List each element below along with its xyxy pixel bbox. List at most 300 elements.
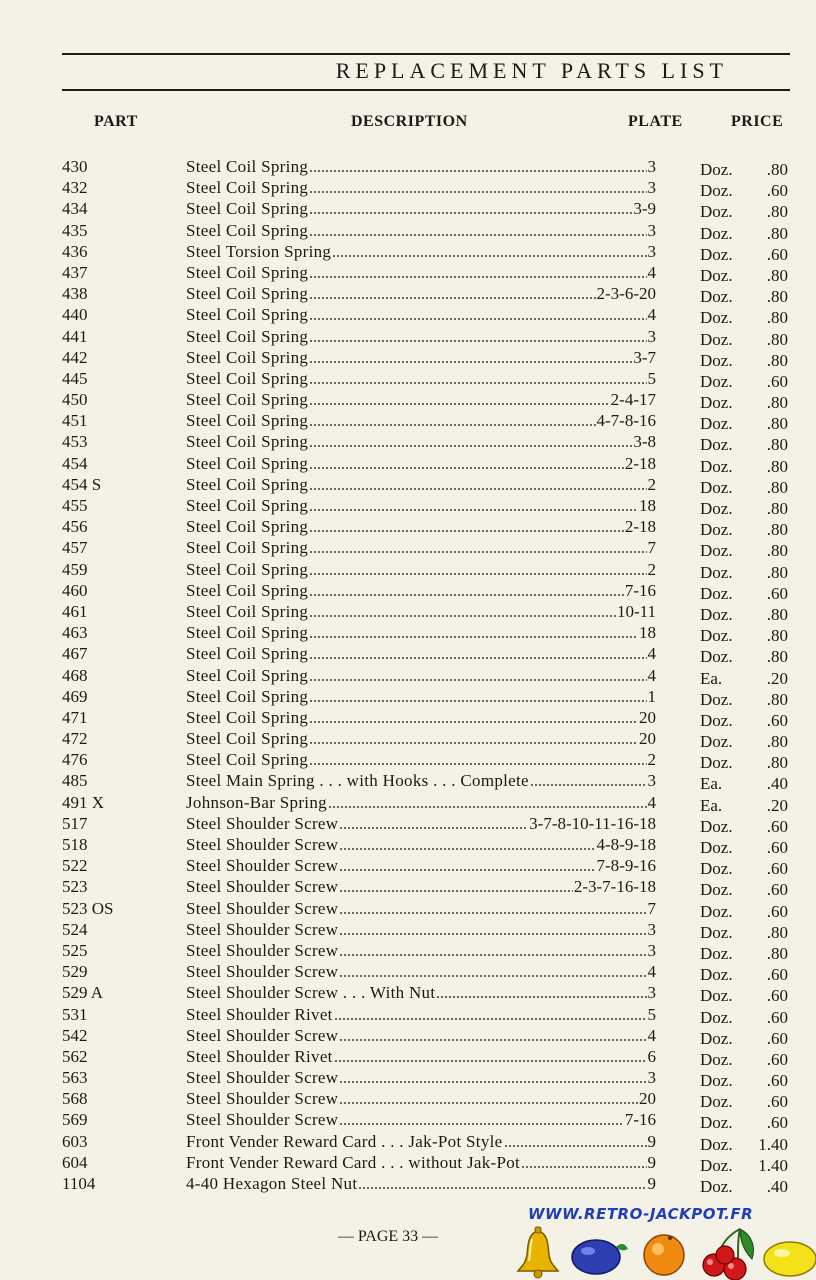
table-row xyxy=(0,749,816,773)
part-number: 562 xyxy=(62,1046,88,1066)
dot-leader xyxy=(339,869,595,871)
dot-leader xyxy=(309,488,646,490)
price-value: .60 xyxy=(766,901,788,921)
table-row xyxy=(0,876,816,900)
table-row xyxy=(0,898,816,919)
price-value: .80 xyxy=(766,202,788,222)
price-unit: Doz. xyxy=(700,1155,733,1175)
table-row xyxy=(0,940,816,961)
part-description xyxy=(186,728,656,749)
parts-table xyxy=(0,156,816,1194)
part-description xyxy=(186,1152,656,1173)
description-text: Steel Coil Spring xyxy=(186,496,309,515)
description-text: Steel Coil Spring xyxy=(186,390,309,410)
plate-number: 4 xyxy=(647,305,656,325)
price-value: .80 xyxy=(766,732,788,752)
description-text: Steel Coil Spring xyxy=(186,474,309,494)
dot-leader xyxy=(339,954,646,956)
fruit-symbols xyxy=(516,1225,816,1280)
price-value: .60 xyxy=(766,1092,788,1112)
dot-leader xyxy=(309,170,646,172)
part-number: 453 xyxy=(62,432,88,452)
part-number: 454 S xyxy=(62,474,102,494)
part-description xyxy=(186,919,656,940)
part-description xyxy=(186,537,656,558)
part-number: 563 xyxy=(62,1068,88,1088)
description-text: Steel Coil Spring xyxy=(186,538,309,558)
part-number: 485 xyxy=(62,771,88,791)
table-row xyxy=(0,368,816,389)
table-row xyxy=(0,834,816,855)
price-unit: Doz. xyxy=(700,393,733,413)
plate-number: 2-3-7-16-18 xyxy=(573,877,656,897)
part-description xyxy=(186,453,656,474)
price-unit: Doz. xyxy=(700,308,733,328)
table-row xyxy=(0,516,816,540)
price-unit: Doz. xyxy=(700,520,733,540)
plate-number: 2 xyxy=(647,750,656,770)
price-value: .80 xyxy=(766,223,788,243)
description-text: Steel Shoulder Screw xyxy=(186,1025,339,1045)
description-text: Steel Coil Spring xyxy=(186,199,309,219)
table-row xyxy=(0,304,816,328)
dot-leader xyxy=(309,340,646,342)
part-description xyxy=(186,834,656,855)
table-row xyxy=(0,1004,816,1025)
price-value: .80 xyxy=(766,265,788,285)
price-unit: Doz. xyxy=(700,160,733,179)
price-value: .80 xyxy=(766,329,788,349)
description-text: Steel Coil Spring xyxy=(186,411,309,431)
dot-leader xyxy=(309,403,609,405)
plate-number: 3 xyxy=(647,1068,656,1088)
dot-leader xyxy=(521,1166,646,1168)
description-text: Steel Shoulder Screw xyxy=(186,962,339,982)
dot-leader xyxy=(309,467,624,469)
description-text: Steel Shoulder Screw . . . With Nut xyxy=(186,983,436,1003)
title-underline xyxy=(62,89,790,91)
table-row xyxy=(0,410,816,434)
price-value: .60 xyxy=(766,986,788,1006)
description-text: Steel Coil Spring xyxy=(186,750,309,770)
dot-leader xyxy=(309,382,646,384)
table-row xyxy=(0,643,816,667)
description-text: Steel Coil Spring xyxy=(186,305,309,325)
plate-number: 18 xyxy=(639,496,656,515)
price-value: .20 xyxy=(766,668,788,688)
dot-leader xyxy=(339,890,572,892)
price-value: .60 xyxy=(766,859,788,879)
part-number: 463 xyxy=(62,623,88,643)
page-number: — PAGE 33 — xyxy=(337,1228,439,1245)
price-unit: Doz. xyxy=(700,371,733,391)
table-row xyxy=(0,389,816,413)
description-text: Steel Coil Spring xyxy=(186,347,309,367)
dot-leader xyxy=(309,742,638,744)
price-value: .80 xyxy=(766,647,788,667)
table-row xyxy=(0,495,816,516)
price-unit: Doz. xyxy=(700,838,733,857)
part-number: 476 xyxy=(62,750,88,770)
part-description xyxy=(186,898,656,919)
price-unit: Ea. xyxy=(700,774,723,794)
price-unit: Doz. xyxy=(700,244,733,264)
plate-number: 3-7-8-10-11-16-18 xyxy=(529,813,656,833)
part-number: 523 OS xyxy=(62,898,114,918)
price-unit: Doz. xyxy=(700,499,733,518)
dot-leader xyxy=(530,784,647,786)
description-text: Steel Coil Spring xyxy=(186,220,309,240)
dot-leader xyxy=(309,276,646,278)
plate-number: 2 xyxy=(647,559,656,579)
table-row xyxy=(0,431,816,455)
part-number: 451 xyxy=(62,411,88,431)
table-row xyxy=(0,1025,816,1046)
price-value: .80 xyxy=(766,477,788,497)
price-unit: Doz. xyxy=(700,1049,733,1069)
plate-number: 4-8-9-18 xyxy=(596,835,656,854)
plate-number: 3 xyxy=(647,241,656,261)
part-description xyxy=(186,368,656,389)
plate-number: 7-16 xyxy=(624,580,656,600)
part-description xyxy=(186,982,656,1003)
table-row xyxy=(0,1131,816,1152)
price-unit: Doz. xyxy=(700,456,733,476)
table-row xyxy=(0,1173,816,1194)
price-unit: Doz. xyxy=(700,816,733,836)
table-row xyxy=(0,622,816,646)
part-description xyxy=(186,283,656,304)
table-row xyxy=(0,559,816,580)
part-description xyxy=(186,410,656,431)
part-description xyxy=(186,707,656,728)
part-number: 450 xyxy=(62,390,88,410)
price-value: .80 xyxy=(766,626,788,646)
description-text: Steel Coil Spring xyxy=(186,707,309,727)
part-number: 461 xyxy=(62,601,88,621)
part-description xyxy=(186,601,656,622)
description-text: Steel Shoulder Screw xyxy=(186,877,339,897)
part-description xyxy=(186,665,656,686)
description-text: Steel Coil Spring xyxy=(186,262,309,282)
price-unit: Doz. xyxy=(700,1092,733,1112)
plate-number: 4 xyxy=(647,644,656,664)
part-description xyxy=(186,198,656,219)
dot-leader xyxy=(339,912,646,914)
part-description xyxy=(186,961,656,982)
column-header-part: PART xyxy=(94,113,138,130)
part-description xyxy=(186,1173,656,1194)
price-value: .80 xyxy=(766,414,788,434)
table-row xyxy=(0,1067,816,1091)
part-number: 460 xyxy=(62,580,88,600)
plate-number: 2-3-6-20 xyxy=(596,284,656,304)
dot-leader xyxy=(309,573,646,575)
cherry-icon xyxy=(703,1229,754,1280)
dot-leader xyxy=(309,191,646,193)
dot-leader xyxy=(332,255,646,257)
part-description xyxy=(186,1025,656,1046)
price-unit: Doz. xyxy=(700,943,733,963)
price-unit: Ea. xyxy=(700,668,723,688)
part-description xyxy=(186,876,656,897)
dot-leader xyxy=(309,594,624,596)
price-value: .20 xyxy=(766,795,788,815)
price-unit: Ea. xyxy=(700,795,723,815)
part-number: 469 xyxy=(62,686,88,706)
plate-number: 9 xyxy=(647,1131,656,1151)
part-number: 522 xyxy=(62,856,88,876)
price-value: .80 xyxy=(766,541,788,561)
price-unit: Doz. xyxy=(700,202,733,222)
price-unit: Doz. xyxy=(700,859,733,879)
dot-leader xyxy=(339,1081,646,1083)
description-text: Steel Coil Spring xyxy=(186,517,309,537)
table-row xyxy=(0,347,816,368)
part-number: 529 xyxy=(62,962,88,982)
part-description xyxy=(186,1131,656,1152)
plate-number: 2-4-17 xyxy=(610,390,656,410)
description-text: Steel Shoulder Screw xyxy=(186,919,339,939)
price-unit: Doz. xyxy=(700,350,733,370)
table-row xyxy=(0,1152,816,1173)
description-text: Steel Main Spring . . . with Hooks . . . Complete xyxy=(186,771,529,791)
plate-number: 10-11 xyxy=(616,601,656,621)
part-description xyxy=(186,622,656,643)
dot-leader xyxy=(339,848,595,850)
column-header-plate: PLATE xyxy=(628,113,683,130)
part-description xyxy=(186,431,656,452)
price-value: .80 xyxy=(766,943,788,963)
part-number: 1104 xyxy=(62,1174,96,1193)
price-value: .80 xyxy=(766,393,788,413)
plum-icon xyxy=(572,1240,628,1274)
price-unit: Doz. xyxy=(700,435,733,455)
price-value: .80 xyxy=(766,435,788,455)
description-text: Steel Shoulder Rivet xyxy=(186,1004,333,1024)
table-row xyxy=(0,982,816,1006)
table-row xyxy=(0,580,816,601)
price-value: .80 xyxy=(766,287,788,307)
dot-leader xyxy=(309,234,646,236)
part-description xyxy=(186,241,656,262)
description-text: Front Vender Reward Card . . . without Jak-Pot xyxy=(186,1152,521,1172)
description-text: Steel Shoulder Screw xyxy=(186,813,339,833)
table-row xyxy=(0,919,816,940)
part-number: 459 xyxy=(62,559,88,579)
description-text: Steel Shoulder Screw xyxy=(186,940,339,960)
price-unit: Doz. xyxy=(700,647,733,667)
price-value: .80 xyxy=(766,456,788,476)
plate-number: 3 xyxy=(647,326,656,346)
price-value: .60 xyxy=(766,965,788,985)
price-value: .60 xyxy=(766,371,788,391)
table-row xyxy=(0,326,816,347)
description-text: Steel Coil Spring xyxy=(186,601,309,621)
part-number: 434 xyxy=(62,199,88,219)
dot-leader xyxy=(309,763,646,765)
part-description xyxy=(186,262,656,283)
part-number: 604 xyxy=(62,1152,88,1172)
dot-leader xyxy=(309,551,646,553)
part-description xyxy=(186,304,656,325)
table-row xyxy=(0,453,816,474)
price-value: 1.40 xyxy=(758,1155,788,1175)
plate-number: 20 xyxy=(639,1089,656,1109)
price-value: .60 xyxy=(766,838,788,857)
table-row xyxy=(0,686,816,707)
price-unit: Doz. xyxy=(700,1071,733,1091)
description-text: Steel Coil Spring xyxy=(186,644,309,664)
dot-leader xyxy=(309,361,632,363)
description-text: 4-40 Hexagon Steel Nut xyxy=(186,1174,358,1193)
price-value: .60 xyxy=(766,1007,788,1027)
part-number: 442 xyxy=(62,347,88,367)
price-unit: Doz. xyxy=(700,922,733,942)
part-description xyxy=(186,156,656,177)
dot-leader xyxy=(339,1039,646,1041)
price-value: .60 xyxy=(766,880,788,900)
dot-leader xyxy=(309,318,646,320)
table-row xyxy=(0,198,816,222)
watermark-url: WWW.RETRO-JACKPOT.FR xyxy=(528,1205,754,1223)
table-row xyxy=(0,792,816,813)
price-value: .80 xyxy=(766,604,788,624)
price-value: 1.40 xyxy=(758,1134,788,1154)
column-header-price: PRICE xyxy=(731,113,784,130)
price-unit: Doz. xyxy=(700,626,733,646)
dot-leader xyxy=(334,1018,647,1020)
price-unit: Doz. xyxy=(700,986,733,1006)
price-unit: Doz. xyxy=(700,1134,733,1154)
plate-number: 7-8-9-16 xyxy=(596,856,656,876)
description-text: Steel Coil Spring xyxy=(186,178,309,198)
part-description xyxy=(186,940,656,961)
price-unit: Doz. xyxy=(700,287,733,307)
description-text: Steel Coil Spring xyxy=(186,284,309,304)
dot-leader xyxy=(339,1102,638,1104)
price-unit: Doz. xyxy=(700,1007,733,1027)
description-text: Steel Coil Spring xyxy=(186,559,309,579)
dot-leader xyxy=(358,1187,646,1189)
part-number: 467 xyxy=(62,644,88,664)
part-number: 445 xyxy=(62,368,88,388)
description-text: Steel Shoulder Screw xyxy=(186,856,339,876)
plate-number: 5 xyxy=(647,1004,656,1024)
part-description xyxy=(186,474,656,495)
description-text: Steel Coil Spring xyxy=(186,432,309,452)
plate-number: 1 xyxy=(647,686,656,706)
part-number: 440 xyxy=(62,305,88,325)
price-unit: Doz. xyxy=(700,965,733,985)
table-row xyxy=(0,262,816,283)
plate-number: 2 xyxy=(647,474,656,494)
price-unit: Doz. xyxy=(700,414,733,434)
part-number: 524 xyxy=(62,919,88,939)
price-value: .60 xyxy=(766,816,788,836)
part-number: 471 xyxy=(62,707,88,727)
plate-number: 3-9 xyxy=(633,199,656,219)
plate-number: 2-18 xyxy=(624,453,656,473)
dot-leader xyxy=(309,530,624,532)
price-unit: Doz. xyxy=(700,1028,733,1048)
dot-leader xyxy=(309,679,646,681)
dot-leader xyxy=(309,615,616,617)
part-number: 454 xyxy=(62,453,88,473)
part-description xyxy=(186,643,656,664)
part-number: 457 xyxy=(62,538,88,558)
dot-leader xyxy=(309,636,638,638)
part-number: 435 xyxy=(62,220,88,240)
dot-leader xyxy=(309,700,646,702)
plate-number: 3 xyxy=(647,220,656,240)
plate-number: 3 xyxy=(647,178,656,198)
plate-number: 9 xyxy=(647,1174,656,1193)
part-number: 432 xyxy=(62,178,88,198)
description-text: Steel Shoulder Rivet xyxy=(186,1046,333,1066)
price-unit: Doz. xyxy=(700,583,733,603)
part-number: 518 xyxy=(62,835,88,854)
plate-number: 3 xyxy=(647,771,656,791)
description-text: Steel Shoulder Screw xyxy=(186,898,339,918)
table-row xyxy=(0,1046,816,1067)
part-number: 437 xyxy=(62,262,88,282)
description-text: Steel Shoulder Screw xyxy=(186,1110,339,1130)
dot-leader xyxy=(339,933,646,935)
part-number: 468 xyxy=(62,665,88,685)
part-description xyxy=(186,177,656,198)
dot-leader xyxy=(309,212,632,214)
plate-number: 9 xyxy=(647,1152,656,1172)
top-rule xyxy=(62,53,790,55)
plate-number: 3-8 xyxy=(633,432,656,452)
description-text: Front Vender Reward Card . . . Jak-Pot Style xyxy=(186,1131,503,1151)
part-description xyxy=(186,770,656,791)
table-row xyxy=(0,156,816,177)
price-value: .80 xyxy=(766,160,788,179)
table-row xyxy=(0,728,816,752)
plate-number: 3-7 xyxy=(633,347,656,367)
description-text: Steel Coil Spring xyxy=(186,453,309,473)
plate-number: 4 xyxy=(647,1025,656,1045)
price-value: .60 xyxy=(766,1028,788,1048)
description-text: Steel Coil Spring xyxy=(186,157,309,176)
part-number: 438 xyxy=(62,284,88,304)
description-text: Steel Coil Spring xyxy=(186,623,309,643)
part-number: 491 X xyxy=(62,792,105,812)
price-unit: Doz. xyxy=(700,1113,733,1133)
price-unit: Doz. xyxy=(700,880,733,900)
plate-number: 7-16 xyxy=(624,1110,656,1130)
price-unit: Doz. xyxy=(700,477,733,497)
part-number: 568 xyxy=(62,1089,88,1109)
price-value: .80 xyxy=(766,562,788,582)
price-value: .60 xyxy=(766,1049,788,1069)
description-text: Steel Coil Spring xyxy=(186,326,309,346)
part-description xyxy=(186,749,656,770)
part-number: 525 xyxy=(62,940,88,960)
description-text: Steel Torsion Spring xyxy=(186,241,332,261)
price-unit: Doz. xyxy=(700,901,733,921)
orange-icon xyxy=(644,1235,684,1275)
price-unit: Doz. xyxy=(700,753,733,773)
plate-number: 4 xyxy=(647,962,656,982)
table-row xyxy=(0,177,816,201)
part-number: 517 xyxy=(62,813,88,833)
price-value: .80 xyxy=(766,922,788,942)
part-description xyxy=(186,1067,656,1088)
price-unit: Doz. xyxy=(700,223,733,243)
